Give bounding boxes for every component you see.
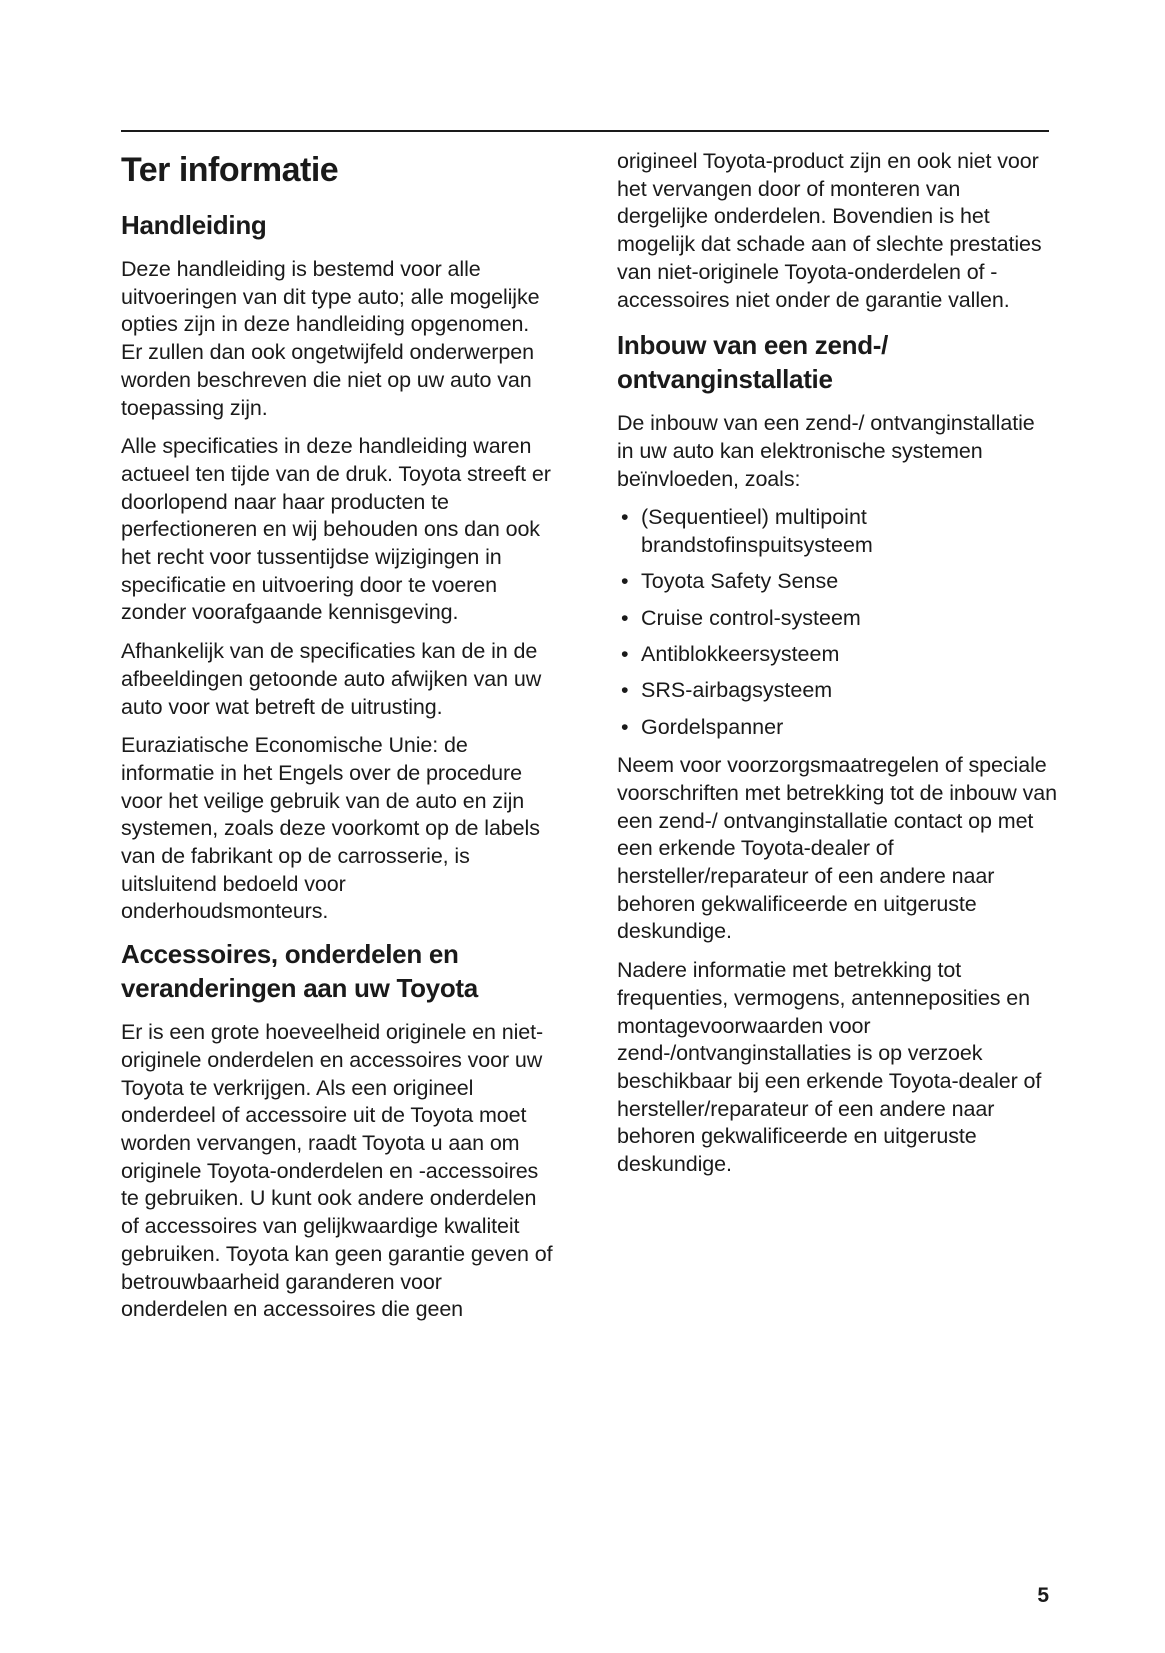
paragraph-handleiding-1: Deze handleiding is bestemd voor alle uitvoeringen van dit type auto; alle mogelijke opties zijn in deze handleiding opgenomen. Er zullen dan ook ongetwijfeld onderwerpen worden beschreven die niet op uw auto van toepassing zijn.	[121, 257, 540, 420]
paragraph-nadere: Nadere informatie met betrekking tot frequenties, vermogens, antenneposities en montagevoorwaarden voor zend-/ontvanginstallaties is op verzoek beschikbaar bij een erkende Toyota-dealer of hersteller/reparateur of een andere naar behoren gekwalificeerde en uitgeruste deskundige.	[617, 958, 1042, 1177]
list-item: • SRS-airbagsysteem	[617, 677, 1057, 705]
bullet-icon: •	[621, 505, 629, 530]
top-rule	[121, 130, 1049, 132]
heading-accessoires: Accessoires, onderdelen en veranderingen aan uw Toyota	[121, 939, 478, 1004]
paragraph-handleiding-3: Afhankelijk van de specificaties kan de in de afbeeldingen getoonde auto afwijken van uw auto voor wat betreft de uitrusting.	[121, 639, 542, 719]
heading-inbouw: Inbouw van een zend-/ ontvanginstallatie	[617, 330, 889, 395]
left-column	[121, 148, 553, 1335]
page-title: Ter informatie	[121, 151, 339, 189]
bullet-icon: •	[621, 641, 629, 666]
systems-list	[617, 504, 1057, 741]
bullet-icon: •	[621, 678, 629, 703]
paragraph-inbouw-intro: De inbouw van een zend-/ ontvanginstallatie in uw auto kan elektronische systemen beïnvloeden, zoals:	[617, 411, 1035, 491]
list-item: • Cruise control-systeem	[617, 605, 1057, 633]
list-item: • Antiblokkeersysteem	[617, 641, 1057, 669]
list-item: • Gordelspanner	[617, 714, 1057, 742]
paragraph-handleiding-2: Alle specificaties in deze handleiding waren actueel ten tijde van de druk. Toyota streeft er doorlopend naar haar producten te perfectioneren en wij behouden ons dan ook het recht voor tussentijdse wijzigingen in specificatie en uitvoering door te voeren zonder voorafgaande kennisgeving.	[121, 434, 551, 625]
paragraph-neem: Neem voor voorzorgsmaatregelen of speciale voorschriften met betrekking tot de inbouw van een zend-/ ontvanginstallatie contact op met een erkende Toyota-dealer of hersteller/reparateur of een andere naar behoren gekwalificeerde en uitgeruste deskundige.	[617, 753, 1057, 944]
bullet-icon: •	[621, 714, 629, 739]
paragraph-handleiding-4: Euraziatische Economische Unie: de informatie in het Engels over de procedure voor het veilige gebruik van de auto en zijn systemen, zoals deze voorkomt op de labels van de fabrikant op de carrosserie, is uitsluitend bedoeld voor onderhoudsmonteurs.	[121, 733, 540, 924]
right-column	[617, 148, 1057, 1190]
bullet-icon: •	[621, 605, 629, 630]
heading-handleiding: Handleiding	[121, 210, 267, 240]
list-item: • (Sequentieel) multipoint brandstofinspuitsysteem	[621, 505, 873, 558]
page-number: 5	[1037, 1584, 1049, 1607]
list-item: • Toyota Safety Sense	[617, 568, 1057, 596]
paragraph-accessoires: Er is een grote hoeveelheid originele en niet-originele onderdelen en accessoires voor uw Toyota te verkrijgen. Als een origineel onderdeel of accessoire uit de Toyota moet worden vervangen, raadt Toyota u aan om originele Toyota-onderdelen en -accessoires te gebruiken. U kunt ook andere onderdelen of accessoires van gelijkwaardige kwaliteit gebruiken. Toyota kan geen garantie geven of betrouwbaarheid garanderen voor onderdelen en accessoires die geen	[121, 1020, 553, 1322]
bullet-icon: •	[621, 569, 629, 594]
paragraph-accessoires-continued: origineel Toyota-product zijn en ook niet voor het vervangen door of monteren van dergelijke onderdelen. Bovendien is het mogelijk dat schade aan of slechte prestaties van niet-originele Toyota-onderdelen of -accessoires niet onder de garantie vallen.	[617, 149, 1042, 312]
